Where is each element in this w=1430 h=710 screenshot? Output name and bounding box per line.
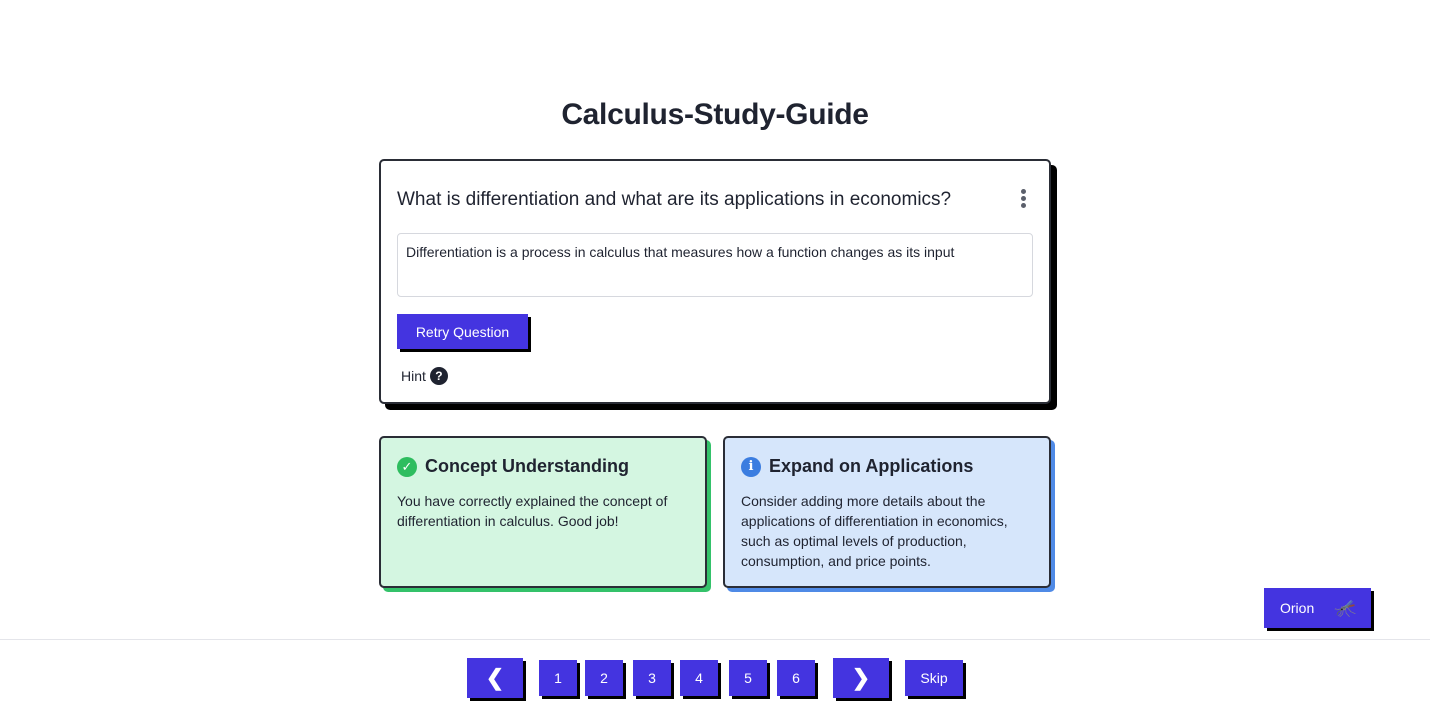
chevron-right-icon: ❯ [851, 665, 871, 690]
page-title: Calculus-Study-Guide [561, 98, 869, 131]
check-icon: ✓ [397, 457, 417, 477]
answer-input[interactable] [397, 233, 1033, 297]
prev-page-button[interactable] [467, 658, 523, 698]
orion-assistant-button[interactable] [1264, 588, 1371, 628]
page-button-6[interactable]: 6 [777, 660, 815, 696]
page-button-2[interactable]: 2 [585, 660, 623, 696]
info-icon: i [741, 457, 761, 477]
feedback-title: Expand on Applications [769, 456, 974, 476]
footer-divider [0, 639, 1430, 640]
kebab-menu-icon[interactable] [1017, 189, 1029, 209]
next-page-button[interactable] [833, 658, 889, 698]
question-text: What is differentiation and what are its applications in economics? [397, 189, 952, 210]
page-button-1[interactable]: 1 [539, 660, 577, 696]
page-button-5[interactable]: 5 [729, 660, 767, 696]
hint-label: Hint [401, 368, 426, 384]
page-button-3[interactable]: 3 [633, 660, 671, 696]
question-icon: ? [430, 367, 448, 385]
skip-button[interactable]: Skip [905, 660, 963, 696]
feedback-card-applications [723, 436, 1051, 588]
feedback-body: Consider adding more details about the applications of differentiation in economics, such as optimal levels of production, consumption, and price points. [741, 493, 1008, 569]
orion-label: Orion [1280, 600, 1315, 616]
feedback-body: You have correctly explained the concept of differentiation in calculus. Good job! [397, 493, 668, 529]
feedback-title: Concept Understanding [425, 456, 630, 476]
dragonfly-icon: 🦟 [1334, 597, 1357, 618]
hint-toggle[interactable] [401, 367, 448, 385]
question-card [379, 159, 1051, 404]
feedback-card-concept [379, 436, 707, 588]
chevron-left-icon: ❮ [485, 665, 505, 690]
retry-question-button[interactable]: Retry Question [397, 314, 528, 349]
page-button-4[interactable]: 4 [680, 660, 718, 696]
